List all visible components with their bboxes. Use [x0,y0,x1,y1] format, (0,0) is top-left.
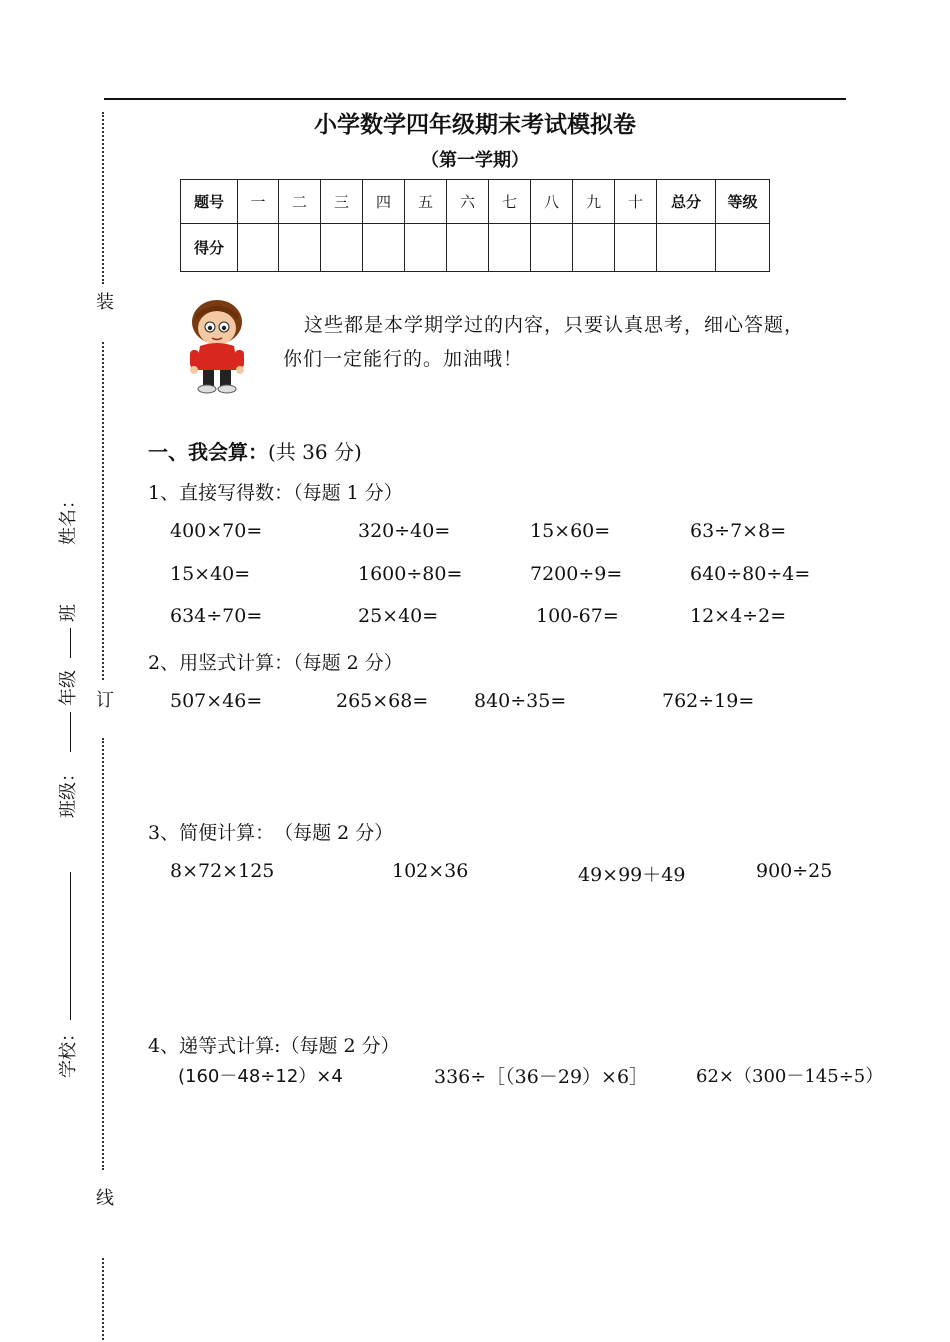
score-input-cell[interactable] [573,224,615,272]
score-cell-q5: 五 [405,180,447,224]
score-input-cell[interactable] [657,224,716,272]
class-suffix-label: 班 [58,604,79,622]
section-1-label: 一、我会算： [148,440,268,464]
score-input-cell[interactable] [321,224,363,272]
q3-item: 102×36 [392,860,469,882]
score-cell-q3: 三 [321,180,363,224]
score-input-cell[interactable] [716,224,770,272]
q2-item: 840÷35= [474,690,567,712]
q1-item: 640÷80÷4= [690,563,811,585]
q1-item: 7200÷9= [530,563,623,585]
score-row-label: 得分 [181,224,238,272]
class-level-label: 班级： [58,764,79,818]
score-cell-q8: 八 [531,180,573,224]
score-input-cell[interactable] [279,224,321,272]
page-title: 小学数学四年级期末考试模拟卷 [314,112,636,138]
q1-item: 1600÷80= [358,563,463,585]
name-label: 姓名： [58,491,79,545]
q3-heading: 3、简便计算： （每题 2 分） [148,822,394,844]
score-cell-q7: 七 [489,180,531,224]
score-table-header-row [181,180,770,224]
school-label: 学校： [58,1024,79,1078]
binding-char-bottom: 线 [96,1188,114,1209]
q2-heading: 2、用竖式计算：（每题 2 分） [148,652,403,674]
score-table-score-row [181,224,770,272]
q4-item: 336÷［（36－29）×6］ [434,1066,649,1088]
score-cell-q4: 四 [363,180,405,224]
q1-item: 15×40= [170,563,251,585]
q1-item: 15×60= [530,520,611,542]
section-1-points: (共 36 分) [268,440,362,464]
intro-line-2: 你们一定能行的。加油哦！ [283,348,524,370]
q1-item: 400×70= [170,520,263,542]
q1-item: 25×40= [358,605,439,627]
grade-blank-line [70,712,71,752]
binding-dotted-line-3 [102,738,104,1170]
binding-char-middle: 订 [96,690,114,711]
section-1-title [148,436,362,465]
score-input-cell[interactable] [489,224,531,272]
score-cell-q9: 九 [573,180,615,224]
score-table [180,179,770,272]
q4-item: (160－48÷12）×4 [178,1066,343,1087]
q1-heading: 1、直接写得数：（每题 1 分） [148,482,403,504]
score-input-cell[interactable] [405,224,447,272]
q4-heading: 4、递等式计算:（每题 2 分） [148,1035,400,1057]
top-rule [104,98,846,100]
q1-item: 63÷7×8= [690,520,787,542]
score-input-cell[interactable] [615,224,657,272]
q3-item: 49×99＋49 [578,864,686,886]
score-input-cell[interactable] [447,224,489,272]
q3-item: 900÷25 [756,860,833,882]
score-cell-q6: 六 [447,180,489,224]
intro-line-1: 这些都是本学期学过的内容，只要认真思考，细心答题， [304,314,805,336]
score-input-cell[interactable] [363,224,405,272]
score-cell-q2: 二 [279,180,321,224]
grade-label: 年级 [58,670,79,706]
q2-item: 507×46= [170,690,263,712]
cartoon-boy-icon [180,296,254,396]
class-blank-line [70,628,71,658]
class-level-blank-line [70,872,71,1020]
q4-item: 62×（300－145÷5） [696,1066,884,1087]
q1-item: 320÷40= [358,520,451,542]
q1-item: 12×4÷2= [690,605,787,627]
q1-item: 634÷70= [170,605,263,627]
q2-item: 265×68= [336,690,429,712]
page-subtitle: （第一学期） [421,150,529,171]
score-cell-total: 总分 [657,180,716,224]
score-input-cell[interactable] [531,224,573,272]
score-cell-label: 题号 [181,180,238,224]
q2-item: 762÷19= [662,690,755,712]
score-cell-grade: 等级 [716,180,770,224]
q3-item: 8×72×125 [170,860,275,882]
score-input-cell[interactable] [238,224,279,272]
binding-dotted-line-2 [102,342,104,680]
score-cell-q1: 一 [238,180,279,224]
binding-dotted-line-4 [102,1258,104,1340]
q1-item: 100-67= [536,605,619,627]
score-cell-q10: 十 [615,180,657,224]
binding-char-top: 装 [96,292,114,313]
